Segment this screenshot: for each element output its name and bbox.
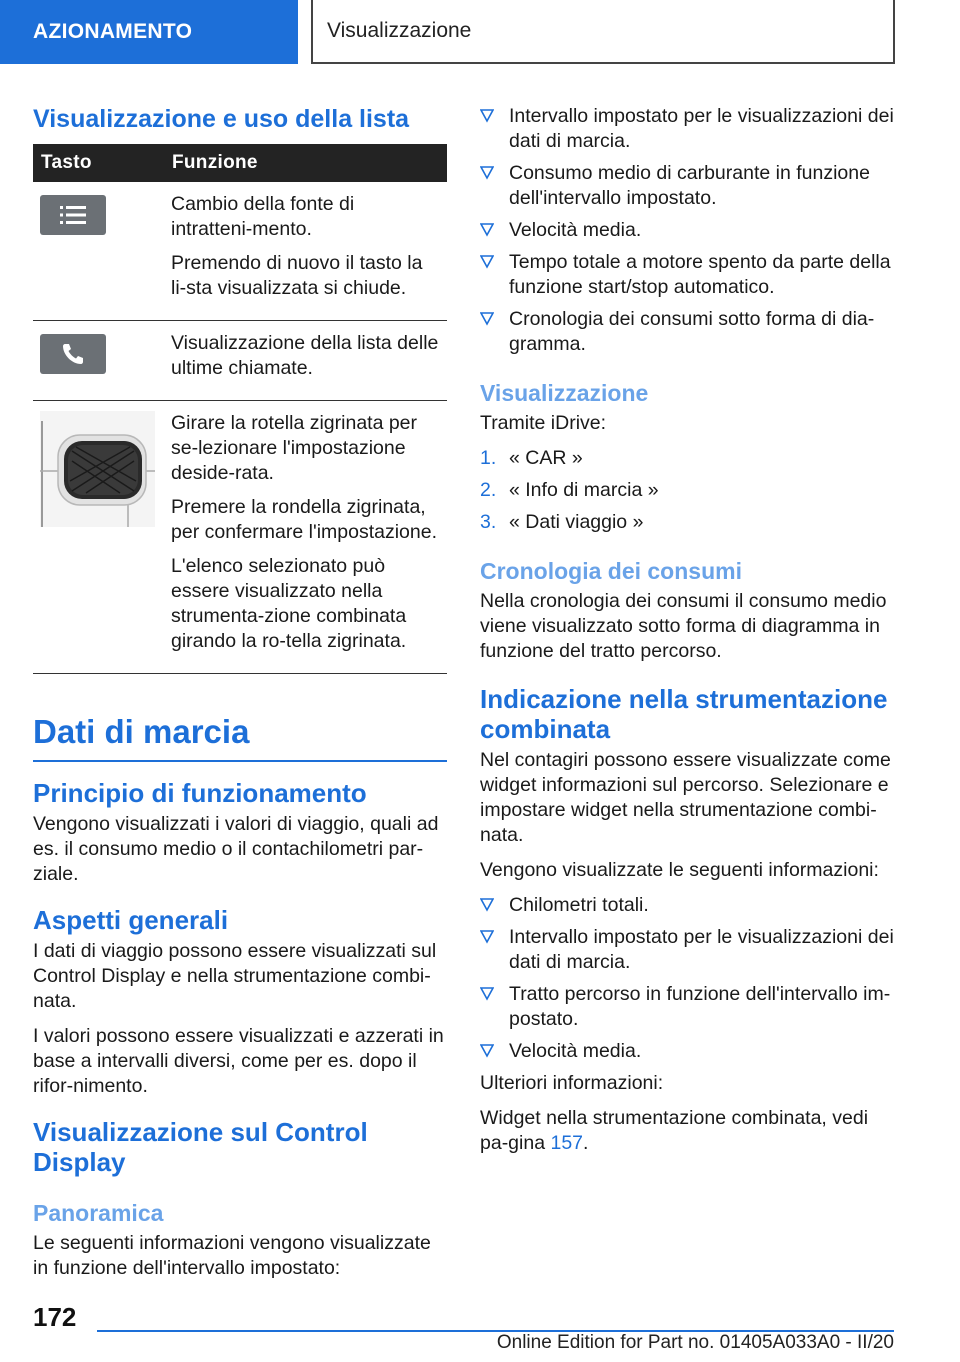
list-item: [480, 925, 898, 975]
page-link[interactable]: 157: [550, 1132, 584, 1154]
triangle-bullet-icon: [480, 930, 494, 944]
step-number: 2.: [480, 479, 497, 501]
table-row: [33, 182, 447, 321]
table-header-key: Tasto: [33, 144, 164, 182]
list-item: [480, 478, 898, 503]
chapter-title: Visualizzazione: [327, 19, 472, 42]
list-item-text: Tratto percorso in funzione dell'intervallo im-postato.: [509, 983, 891, 1030]
table-header-function: Funzione: [164, 144, 447, 182]
list-item-text: Intervallo impostato per le visualizzazioni dei dati di marcia.: [509, 926, 894, 973]
widget-reference-text: Widget nella strumentazione combinata, vedi pa-gina: [480, 1107, 869, 1154]
triangle-bullet-icon: [480, 166, 494, 180]
list-item: [480, 893, 898, 918]
chapter-title-box: [311, 0, 895, 64]
bullet-list: [480, 893, 898, 1064]
list-item: [480, 161, 898, 211]
indicazione-text: Nel contagiri possono essere visualizzate come widget informazioni sul percorso. Selezionare e impostare widget nella strumentazione combi-nata.: [480, 749, 891, 846]
visualizzazione-heading: Visualizzazione: [480, 380, 649, 406]
cronologia-heading: Cronologia dei consumi: [480, 558, 742, 584]
list-item-text: Tempo totale a motore spento da parte della funzione start/stop automatico.: [509, 251, 891, 298]
triangle-bullet-icon: [480, 255, 494, 269]
indicazione-text: Vengono visualizzate le seguenti informazioni:: [480, 859, 879, 881]
more-info-label: Ulteriori informazioni:: [480, 1072, 664, 1094]
triangle-bullet-icon: [480, 109, 494, 123]
principio-heading: Principio di funzionamento: [33, 778, 367, 808]
section-label: AZIONAMENTO: [33, 20, 193, 43]
triangle-bullet-icon: [480, 898, 494, 912]
table-cell-function: [164, 182, 447, 321]
list-item-text: Consumo medio di carburante in funzione dell'intervallo impostato.: [509, 162, 870, 209]
visualizzazione-intro: Tramite iDrive:: [480, 412, 607, 434]
panoramica-text: Le seguenti informazioni vengono visualizzate in funzione dell'intervallo impostato:: [33, 1232, 431, 1279]
triangle-bullet-icon: [480, 312, 494, 326]
table-cell-key: [33, 182, 164, 321]
triangle-bullet-icon: [480, 223, 494, 237]
aspetti-text: I dati di viaggio possono essere visualizzati sul Control Display e nella strumentazione combi-nata.: [33, 940, 437, 1012]
list-item: [480, 982, 898, 1032]
phone-icon: [40, 334, 106, 374]
list-item: [480, 218, 898, 243]
list-heading: Visualizzazione e uso della lista: [33, 105, 410, 133]
footer-edition: Online Edition for Part no. 01405A033A0 - II/20: [496, 1332, 894, 1353]
step-text: « Info di marcia »: [509, 479, 659, 501]
panoramica-heading: Panoramica: [33, 1200, 164, 1226]
bullet-list: [480, 104, 898, 357]
table-text: Girare la rotella zigrinata per se-lezionare l'impostazione deside-rata.: [171, 412, 418, 484]
list-item: [480, 446, 898, 471]
list-item: [480, 307, 898, 357]
step-number: 3.: [480, 511, 497, 533]
page-number: 172: [33, 1302, 77, 1332]
list-item-text: Velocità media.: [509, 1040, 642, 1062]
step-number: 1.: [480, 447, 497, 469]
table-row: [33, 321, 447, 401]
table-cell-function: [164, 401, 447, 674]
table-row: [33, 401, 447, 674]
widget-reference-end: .: [583, 1132, 589, 1154]
section-tab: [0, 0, 298, 64]
step-text: « CAR »: [509, 447, 583, 469]
aspetti-text: I valori possono essere visualizzati e azzerati in base a intervalli diversi, come per es. dopo il rifor-nimento.: [33, 1025, 444, 1097]
widget-reference: [480, 1106, 898, 1156]
list-item-text: Velocità media.: [509, 219, 642, 241]
list-item-text: Intervallo impostato per le visualizzazioni dei dati di marcia.: [509, 105, 894, 152]
step-text: « Dati viaggio »: [509, 511, 644, 533]
right-column: [480, 104, 898, 1166]
list-item: [480, 104, 898, 154]
section-title: Dati di marcia: [33, 712, 447, 762]
table-text: Cambio della fonte di intratteni-mento.: [171, 193, 355, 240]
knurled-wheel-image: [40, 411, 155, 527]
list-item: [480, 1039, 898, 1064]
list-item-text: Chilometri totali.: [509, 894, 649, 916]
table-cell-key: [33, 401, 164, 674]
table-text: Visualizzazione della lista delle ultime chiamate.: [171, 332, 439, 379]
list-item-text: Cronologia dei consumi sotto forma di dia-gramma.: [509, 308, 875, 355]
list-item: [480, 510, 898, 535]
table-text: Premere la rondella zigrinata, per confermare l'impostazione.: [171, 496, 438, 543]
table-cell-function: [164, 321, 447, 401]
steps-list: [480, 446, 898, 535]
table-cell-key: [33, 321, 164, 401]
principio-text: Vengono visualizzati i valori di viaggio, quali ad es. il consumo medio o il contachilometri par-ziale.: [33, 813, 439, 885]
table-text: L'elenco selezionato può essere visualizzato nella strumenta-zione combinata girando la ro-tella zigrinata.: [171, 555, 407, 652]
list-icon: [40, 195, 106, 235]
left-column: [33, 96, 447, 1291]
aspetti-heading: Aspetti generali: [33, 905, 229, 935]
cronologia-text: Nella cronologia dei consumi il consumo medio viene visualizzato sotto forma di diagramma in funzione del tratto percorso.: [480, 590, 887, 662]
key-function-table: [33, 144, 447, 674]
table-header-row: [33, 144, 447, 182]
triangle-bullet-icon: [480, 987, 494, 1001]
indicazione-heading: Indicazione nella strumentazione combinata: [480, 684, 888, 744]
control-display-heading: Visualizzazione sul Control Display: [33, 1117, 368, 1177]
triangle-bullet-icon: [480, 1044, 494, 1058]
list-item: [480, 250, 898, 300]
table-text: Premendo di nuovo il tasto la li-sta visualizzata si chiude.: [171, 252, 423, 299]
